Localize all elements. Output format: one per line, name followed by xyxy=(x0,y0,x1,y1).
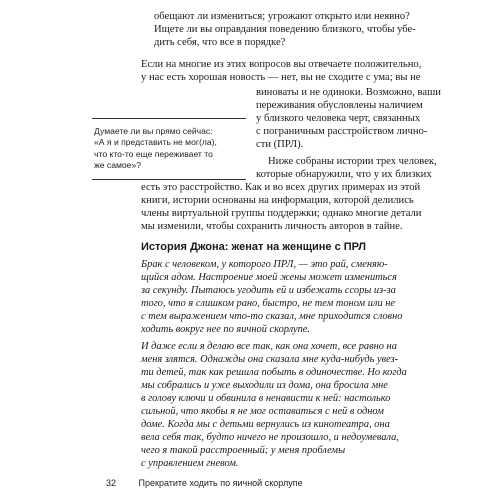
story-line: за секунду. Пытаюсь угодить ей и избежать ссоры из-за xyxy=(141,285,396,296)
story-line: мы собрались и уже выходили из дома, она бросила мне xyxy=(141,380,388,391)
sidebar-line: же самое»? xyxy=(94,160,142,171)
sidebar-line: «А я и представить не мог(ла), xyxy=(94,137,217,148)
body-line: сти (ПРЛ). xyxy=(256,139,304,150)
story-line: щийся адом. Настроение моей жены может измениться xyxy=(141,272,397,283)
body-line: Ищете ли вы оправдания поведению близкого, чтобы убе- xyxy=(154,24,416,35)
section-heading: История Джона: женат на женщине с ПРЛ xyxy=(141,241,367,253)
body-line: члены виртуальной группы поддержки; однако многие детали xyxy=(141,208,422,219)
story-line: с тем выражением что-то сказал, мне приходится словно xyxy=(141,311,403,322)
body-line: переживания обусловлены наличием xyxy=(256,100,423,111)
body-line: Если на многие из этих вопросов вы отвечаете положительно, xyxy=(141,59,422,70)
story-line: ти детей, так как решила побыть в одиночестве. Но когда xyxy=(141,367,407,378)
page-number: 32 xyxy=(106,478,117,488)
body-line: у близкого человека черт, связанных xyxy=(256,113,421,124)
body-line: которые обнаружили, что у их близких xyxy=(256,169,432,180)
story-line: И даже если я делаю все так, как она хочет, все равно на xyxy=(141,341,397,352)
sidebar-line: что кто-то еще переживает то xyxy=(94,148,213,159)
body-line: есть это расстройство. Как и во всех других примерах из этой xyxy=(141,182,421,193)
body-line: книги, истории основаны на информации, которой делились xyxy=(141,195,414,206)
story-line: чего я такой расстроенный; у меня проблемы xyxy=(141,445,346,456)
story-line: Брак с человеком, у которого ПРЛ, — это рай, сменяю- xyxy=(141,259,388,270)
story-line: в голову ключи и обвинила в ненависти к ней: настолько xyxy=(141,393,391,404)
story-line: того, что я слишком рано, быстро, не тем тоном или не xyxy=(141,298,396,309)
body-line: Ниже собраны истории трех человек, xyxy=(268,156,437,167)
story-line: доме. Когда мы с детьми вернулись из кинотеатра, она xyxy=(141,419,390,430)
running-title: Прекратите ходить по яичной скорлупе xyxy=(138,478,303,488)
body-line: дить себя, что все в порядке? xyxy=(154,37,286,48)
story-line: сильной, что якобы я не мог оставаться с ней в одном xyxy=(141,406,384,417)
sidebar-line: Думаете ли вы прямо сейчас: xyxy=(94,126,213,136)
body-line: виноваты и не одиноки. Возможно, ваши xyxy=(256,87,441,98)
sidebar-callout xyxy=(92,118,246,180)
story-line: с управлением гневом. xyxy=(141,458,239,469)
body-line: с пограничным расстройством лично- xyxy=(256,126,428,137)
page-footer xyxy=(106,478,303,488)
story-line: меня злятся. Однажды она сказала мне куда-нибудь увез- xyxy=(141,354,399,365)
body-line: мы изменили, чтобы сохранить личность авторов в тайне. xyxy=(141,221,403,232)
body-line: обещают ли измениться; угрожают открыто или неявно? xyxy=(154,11,410,22)
story-line: вела себя так, будто ничего не произошло, и недоумевала, xyxy=(141,432,399,443)
body-line: у нас есть хорошая новость — нет, вы не сходите с ума; вы не xyxy=(141,72,421,83)
story-line: ходить вокруг нее по яичной скорлупе. xyxy=(141,324,311,335)
